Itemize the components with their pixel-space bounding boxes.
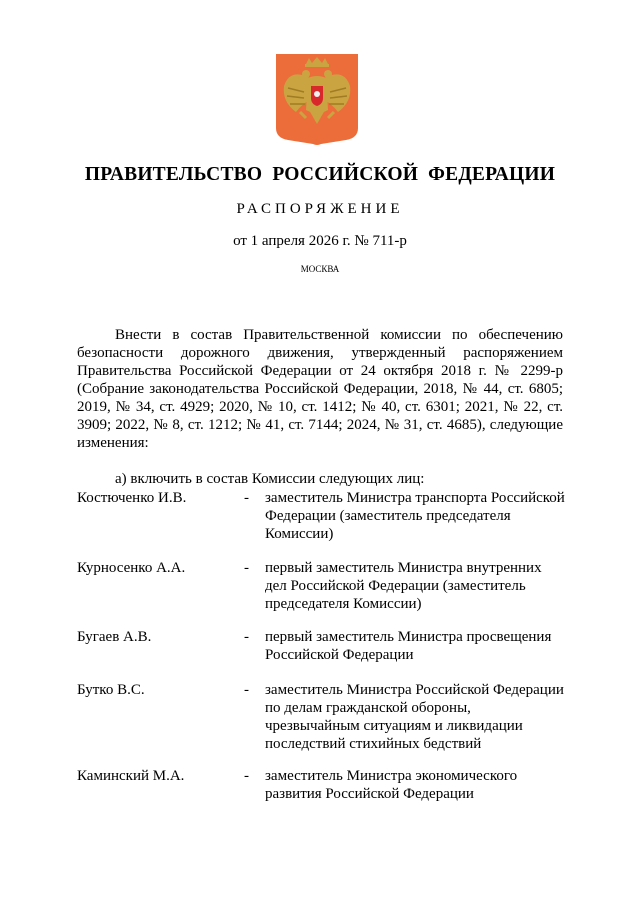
intro-paragraph: Внести в состав Правительственной комиссии по обеспечению безопасности дорожного движения, утвержденный распоряжением Правительства Российской Федерации от 24 октября 2018 г. № 2299-р (Собрание законодательства Российской Федерации, 2018, № 44, ст. 6805; 2019, № 34, ст. 4929; 2020, № 10, ст. 1412; № 40, ст. 6301; 2021, № 22, ст. 3909; 2022, № 8, ст. 1212; № 41, ст. 7144; 2024, № 31, ст. 4685), следующие изменения: (77, 327, 563, 451)
member-dash: - (244, 560, 249, 576)
member-name: Курносенко А.А. (77, 560, 186, 576)
member-name: Бугаев А.В. (77, 629, 152, 645)
document-date-number: от 1 апреля 2026 г. № 711-р (233, 233, 407, 249)
document-type: РАСПОРЯЖЕНИЕ (236, 201, 404, 217)
member-dash: - (244, 682, 249, 698)
government-title: ПРАВИТЕЛЬСТВО РОССИЙСКОЙ ФЕДЕРАЦИИ (84, 164, 556, 185)
member-dash: - (244, 629, 249, 645)
member-position: первый заместитель Министра внутренних дел Российской Федерации (заместитель председателя Комиссии) (265, 560, 542, 612)
member-dash: - (244, 768, 249, 784)
member-position: первый заместитель Министра просвещения Российской Федерации (265, 629, 552, 663)
member-position: заместитель Министра Российской Федерации по делам гражданской обороны, чрезвычайным ситуациям и ликвидации последствий стихийных бедствий (265, 682, 564, 752)
document-city: МОСКВА (300, 264, 340, 274)
member-position: заместитель Министра транспорта Российской Федерации (заместитель председателя Комиссии) (265, 490, 565, 542)
member-dash: - (244, 490, 249, 506)
point-a: а) включить в состав Комиссии следующих лиц: (115, 471, 425, 487)
coat-of-arms-icon (276, 54, 358, 146)
member-position: заместитель Министра экономического развития Российской Федерации (265, 768, 518, 802)
member-name: Бутко В.С. (77, 682, 145, 698)
member-name: Костюченко И.В. (77, 490, 187, 506)
member-name: Каминский М.А. (77, 768, 185, 784)
